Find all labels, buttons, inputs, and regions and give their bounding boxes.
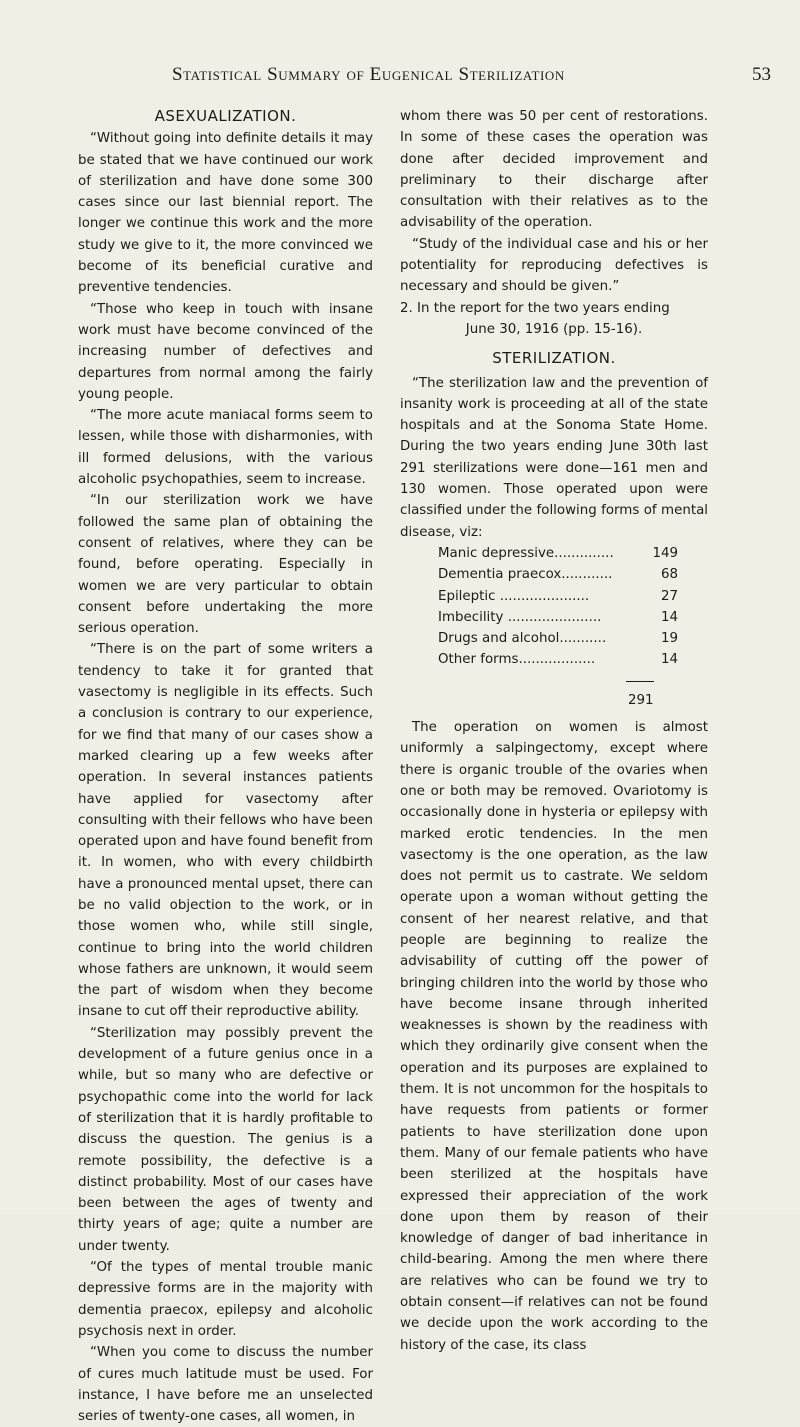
row-label: Dementia praecox bbox=[438, 567, 562, 583]
row-value: 19 bbox=[660, 631, 678, 647]
row-label: Imbecility bbox=[438, 609, 504, 625]
paragraph: “There is on the part of some writers a tendency to take it for granted that vasectomy is negligible in its effects. Such a conclusion is contrary to our experience, for we find that many of our cases show a marked clearing up a few weeks after operation. In several instances patients have applied for vasectomy after consulting with their fellows who have been operated upon and have found benefit from it. In women, who with every childbirth have a pronounced mental upset, there can be no valid objection to the work, or in those women who, while still single, continue to bring into the world children whose fathers are unknown, it would seem the part of wisdom when they become insane to cut off their reproductive ability. bbox=[78, 642, 373, 1020]
item-date: June 30, 1916 (pp. 15-16). bbox=[465, 321, 643, 337]
paragraph: “When you come to discuss the number of cures much latitude must be used. For instance, I have before me an unselected series of twenty-one cases, all women, in bbox=[78, 1345, 373, 1425]
leader-dots: .............. bbox=[554, 545, 614, 561]
paragraph: whom there was 50 per cent of restorations. In some of these cases the operation was done after decided improvement and preliminary to their discharge after consultation with their relatives as to the advisability of the operation. bbox=[400, 109, 708, 231]
row-value: 149 bbox=[652, 545, 678, 561]
row-label: Other forms bbox=[438, 652, 519, 668]
table-total: 291 bbox=[628, 692, 654, 708]
paragraph: “Of the types of mental trouble manic depressive forms are in the majority with dementia praecox, epilepsy and alcoholic psychosis next in order. bbox=[78, 1260, 373, 1339]
paragraph: “Without going into definite details it may be stated that we have continued our work of sterilization and have done some 300 cases since our last biennial report. The longer we continue this work and the more study we give to it, the more convinced we become of its beneficial curative and preventive tendencies. bbox=[78, 131, 373, 296]
paragraph: “In our sterilization work we have followed the same plan of obtaining the consent of relatives, where they can be found, before operating. Especially in women we are very particular to obtain consent before undertaking the more serious operation. bbox=[78, 493, 373, 637]
table-row bbox=[438, 649, 678, 670]
paragraph: “Sterilization may possibly prevent the development of a future genius once in a while, but so many who are defective or psychopathic come into the world for lack of sterilization that it is hardly profitable to discuss the question. The genius is a remote possibility, the defective is a distinct probability. Most of our cases have been between the ages of twenty and thirty years of age; quite a number are under twenty. bbox=[78, 1025, 373, 1254]
page-number: 53 bbox=[752, 64, 771, 85]
paragraph: The operation on women is almost uniformly a salpingectomy, except where there is organic trouble of the ovaries when one or both may be removed. Ovariotomy is occasionally done in hysteria or epilepsy with marked erotic tendencies. In the men vasectomy is the one operation, as the law does not permit us to castrate. We seldom operate upon a woman without getting the consent of her nearest relative, and that people are beginning to realize the advisability of cutting off the power of bringing children into the world by those who have become insane through inherited weaknesses is shown by the readiness with which they ordinarily give consent when the operation and its purposes are explained to them. It is not uncommon for the hospitals to have requests from patients or former patients to have sterilization done upon them. Many of our female patients who have been sterilized at the hospitals have expressed their appreciation of the work done upon them by reason of their knowledge of danger of bad inheritance in child-bearing. Among the men where there are relatives who can be found we try to obtain consent—if relatives can not be found we decide upon the work according to the history of the case, its class bbox=[400, 720, 708, 1353]
paragraph: “Study of the individual case and his or her potentiality for reproducing defectives is necessary and should be given.” bbox=[400, 236, 708, 295]
leader-dots: ........... bbox=[559, 631, 607, 647]
table-row bbox=[438, 586, 678, 607]
item-text: In the report for the two years ending bbox=[417, 300, 670, 316]
item-number: 2. bbox=[400, 300, 413, 316]
table-row bbox=[438, 543, 678, 564]
leader-dots: .................. bbox=[518, 652, 596, 668]
row-value: 14 bbox=[660, 652, 678, 668]
disease-table bbox=[438, 543, 678, 671]
leader-dots: ............ bbox=[561, 567, 613, 583]
row-label: Drugs and alcohol bbox=[438, 631, 560, 647]
paragraph: “The sterilization law and the prevention of insanity work is proceeding at all of the state hospitals and at the Sonoma State Home. During the two years ending June 30th last 291 sterilizations were done—161 men and 130 women. Those operated upon were classified under the following forms of mental disease, viz: bbox=[400, 375, 708, 540]
paragraph: “The more acute maniacal forms seem to lessen, while those with disharmonies, with ill formed delusions, with the various alcoholic psychopathies, seem to increase. bbox=[78, 408, 373, 488]
row-value: 14 bbox=[660, 609, 678, 625]
row-label: Manic depressive bbox=[438, 545, 555, 561]
row-value: 27 bbox=[660, 588, 678, 604]
left-column bbox=[78, 106, 373, 1427]
running-head: Statistical Summary of Eugenical Sterilization bbox=[172, 64, 565, 85]
row-label: Epileptic bbox=[438, 588, 496, 604]
table-row bbox=[438, 628, 678, 649]
section-heading-asexualization: ASEXUALIZATION. bbox=[154, 107, 297, 125]
section-heading-sterilization: STERILIZATION. bbox=[492, 349, 616, 368]
row-value: 68 bbox=[660, 567, 678, 583]
leader-dots: ..................... bbox=[495, 588, 590, 604]
right-column bbox=[400, 106, 708, 1356]
leader-dots: ...................... bbox=[503, 609, 602, 625]
numbered-item bbox=[400, 298, 708, 319]
table-row bbox=[438, 607, 678, 628]
paragraph: “Those who keep in touch with insane work must have become convinced of the increasing number of defectives and departures from normal among the fairly young people. bbox=[78, 301, 373, 402]
table-row bbox=[438, 564, 678, 585]
total-rule bbox=[626, 681, 654, 682]
